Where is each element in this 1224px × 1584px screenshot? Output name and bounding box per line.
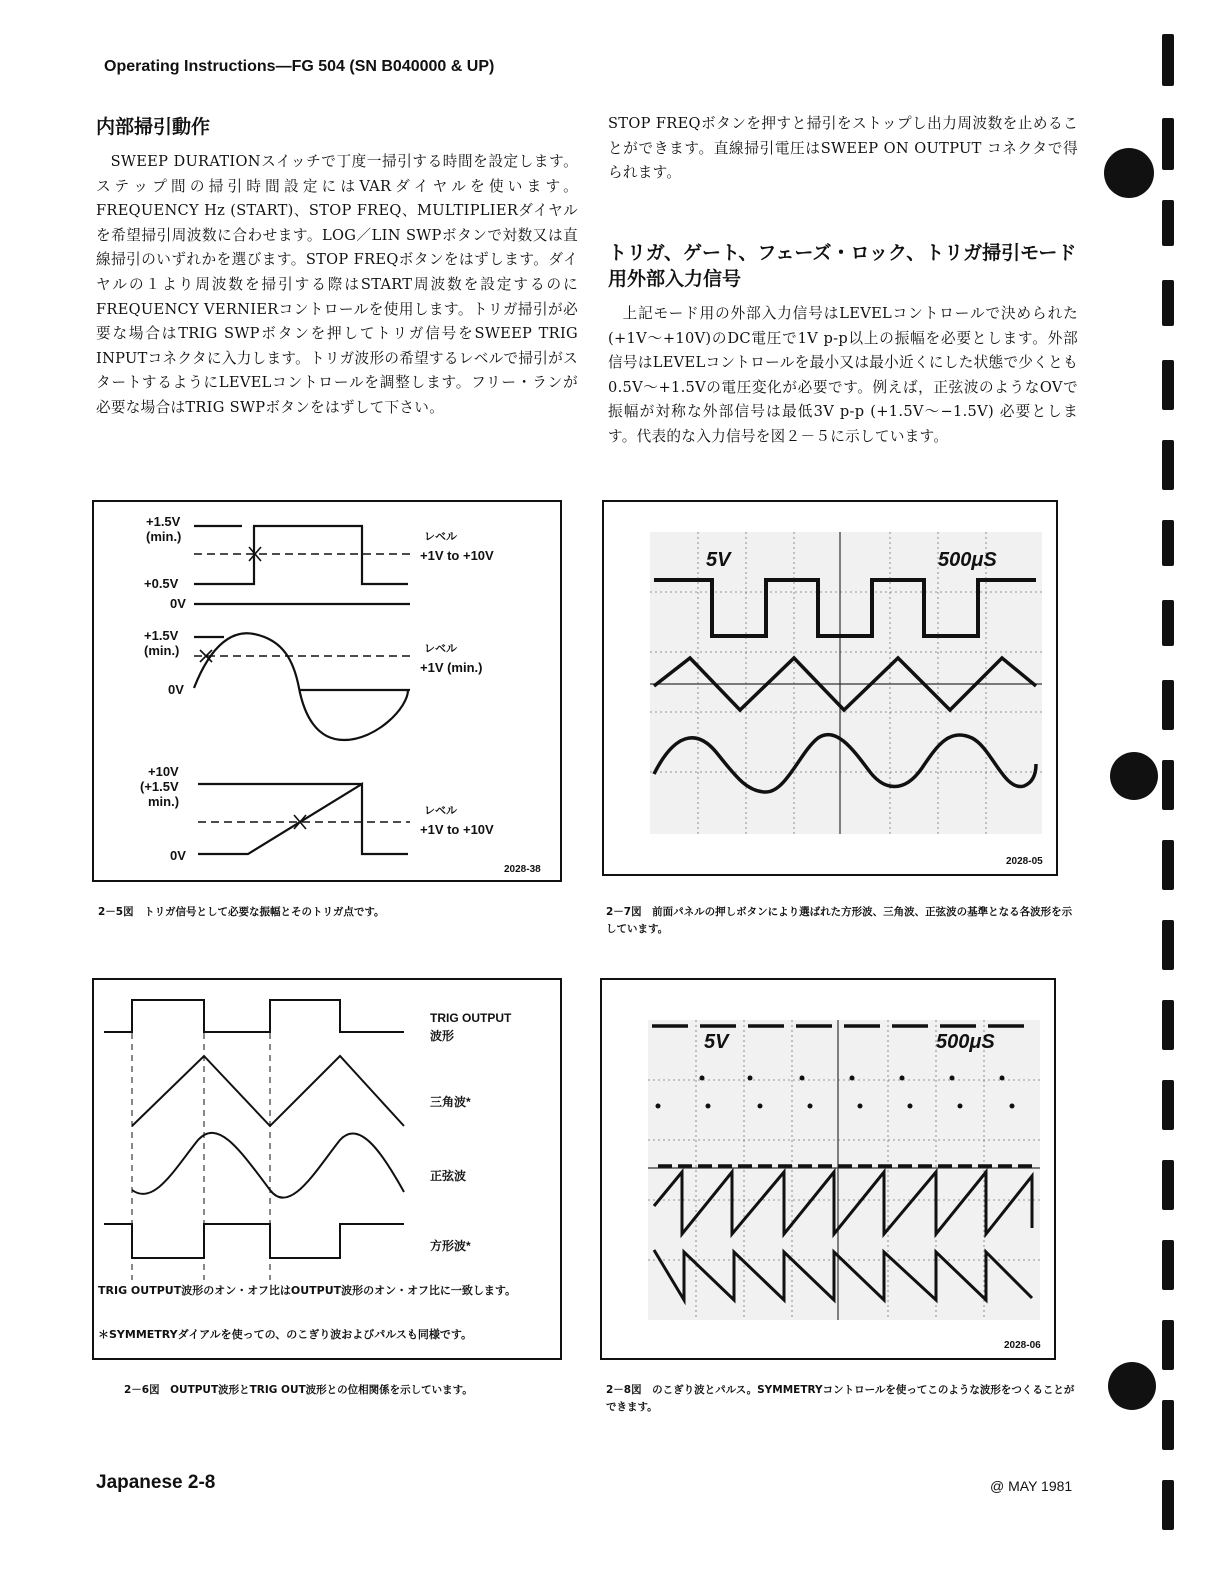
scope-time: 500μS <box>938 549 997 571</box>
figure-2-8-scope <box>602 980 1054 1358</box>
scope-volts: 5V <box>704 1031 729 1053</box>
figure-2-7 <box>602 500 1058 876</box>
triangle-waveform <box>132 1056 404 1126</box>
label-range-3: +1V to +10V <box>420 822 494 837</box>
label-plus-10v: +10V <box>148 764 179 779</box>
label-square: 方形波* <box>430 1239 471 1253</box>
figure-2-6-note-1: TRIG OUTPUT波形のオン・オフ比はOUTPUT波形のオン・オフ比に一致します。 <box>98 1284 516 1297</box>
label-range-1: +1V to +10V <box>420 548 494 563</box>
label-plus-1-5v-b: +1.5V <box>144 628 179 643</box>
binder-hole-top <box>1104 148 1154 198</box>
figure-2-6 <box>92 978 562 1360</box>
figure-2-5-diagram <box>94 502 560 880</box>
footer-page-number: Japanese 2-8 <box>96 1472 216 1493</box>
trig-output-waveform <box>104 1000 404 1032</box>
label-min: (min.) <box>146 529 182 544</box>
section-title-external-input: トリガ、ゲート、フェーズ・ロック、トリガ掃引モード用外部入力信号 <box>608 242 1077 290</box>
label-sine: 正弦波 <box>430 1169 467 1183</box>
label-min-b: (min.) <box>144 643 180 658</box>
figure-2-7-caption: 2－7図 前面パネルの押しボタンにより選ばれた方形波、三角波、正弦波の基準となる各波形を示しています。 <box>606 906 1073 935</box>
figure-2-8-caption: 2－8図 のこぎり波とパルス。SYMMETRYコントロールを使ってこのような波形をつくることができます。 <box>606 1384 1075 1413</box>
label-level-3: レベル <box>424 805 457 817</box>
pulse-waveform <box>194 526 408 584</box>
label-triangle: 三角波* <box>430 1095 471 1109</box>
page-header: Operating Instructions—FG 504 (SN B040000 & UP) <box>104 58 495 75</box>
label-trig-output: TRIG OUTPUT <box>430 1011 512 1025</box>
binder-hole-middle <box>1110 752 1158 800</box>
figure-id: 2028-05 <box>1006 856 1043 867</box>
figure-id: 2028-38 <box>504 864 541 875</box>
label-0v-c: 0V <box>170 848 186 863</box>
label-0v-a: 0V <box>170 596 186 611</box>
label-plus-0-5v: +0.5V <box>144 576 179 591</box>
figure-2-6-diagram <box>94 980 560 1358</box>
label-waveform: 波形 <box>430 1029 455 1043</box>
figure-2-6-note-2: ＊SYMMETRYダイアルを使っての、のこぎり波およびパルスも同様です。 <box>98 1328 472 1341</box>
label-range-2: +1V (min.) <box>420 660 483 675</box>
footer-date: @ MAY 1981 <box>990 1478 1073 1494</box>
label-plus-1-5v: +1.5V <box>146 514 181 529</box>
section-body-internal-sweep: SWEEP DURATIONスイッチで丁度一掃引する時間を設定します。ステップ間の掃引時間設定にはVARダイヤルを使います。FREQUENCY Hz (START)、STOP FREQ、MULTIPLIERダイヤルを希望掃引周波数に合わせます。LOG／LIN SWPボタンで対数又は直線掃引のいずれかを選びます。STOP FREQボタンをはずします。ダイヤルの１より周波数を掃引する際はSTART周波数を設定するのにFREQUENCY VERNIERコントロールを使用します。トリガ掃引が必要な場合はTRIG SWPボタンを押してトリガ信号をSWEEP TRIG INPUTコネクタに入力します。トリガ波形の希望するレベルで掃引がスタートするようにLEVELコントロールを調整します。フリー・ランが必要な場合はTRIG SWPボタンをはずして下さい。 <box>96 153 578 416</box>
sine-waveform <box>194 633 408 740</box>
label-plus-1-5v-c: (+1.5V <box>140 779 179 794</box>
figure-2-7-scope <box>604 502 1056 874</box>
square-waveform <box>104 1224 404 1258</box>
section-title-internal-sweep: 内部掃引動作 <box>96 116 211 138</box>
section-body-external-input: 上記モード用の外部入力信号はLEVELコントロールで決められた(+1V～+10V)のDC電圧で1V p-p以上の振幅を必要とします。外部信号はLEVELコントロールを最小又は最小近くにした状態で少くとも0.5V～+1.5Vの電圧変化が必要です。例えば，正弦波のようなOVで振幅が対称な外部信号は最低3V p-p (+1.5V～−1.5V) 必要とします。代表的な入力信号を図２－５に示しています。 <box>608 305 1078 445</box>
label-0v-b: 0V <box>168 682 184 697</box>
stop-freq-paragraph: STOP FREQボタンを押すと掃引をストップし出力周波数を止めることができます。直線掃引電圧はSWEEP ON OUTPUT コネクタで得られます。 <box>608 115 1078 182</box>
figure-2-5-caption: 2－5図 トリガ信号として必要な振幅とそのトリガ点です。 <box>98 906 385 918</box>
label-level-1: レベル <box>424 531 457 543</box>
figure-2-6-caption: 2－6図 OUTPUT波形とTRIG OUT波形との位相関係を示しています。 <box>124 1384 473 1396</box>
scope-volts: 5V <box>706 549 731 571</box>
label-min-c: min.) <box>148 794 180 809</box>
binder-hole-bottom <box>1108 1362 1156 1410</box>
scope-time: 500μS <box>936 1031 995 1053</box>
figure-2-8 <box>600 978 1056 1360</box>
figure-id: 2028-06 <box>1004 1340 1041 1351</box>
label-level-2: レベル <box>424 643 457 655</box>
figure-2-5 <box>92 500 562 882</box>
sine-waveform <box>132 1133 404 1198</box>
